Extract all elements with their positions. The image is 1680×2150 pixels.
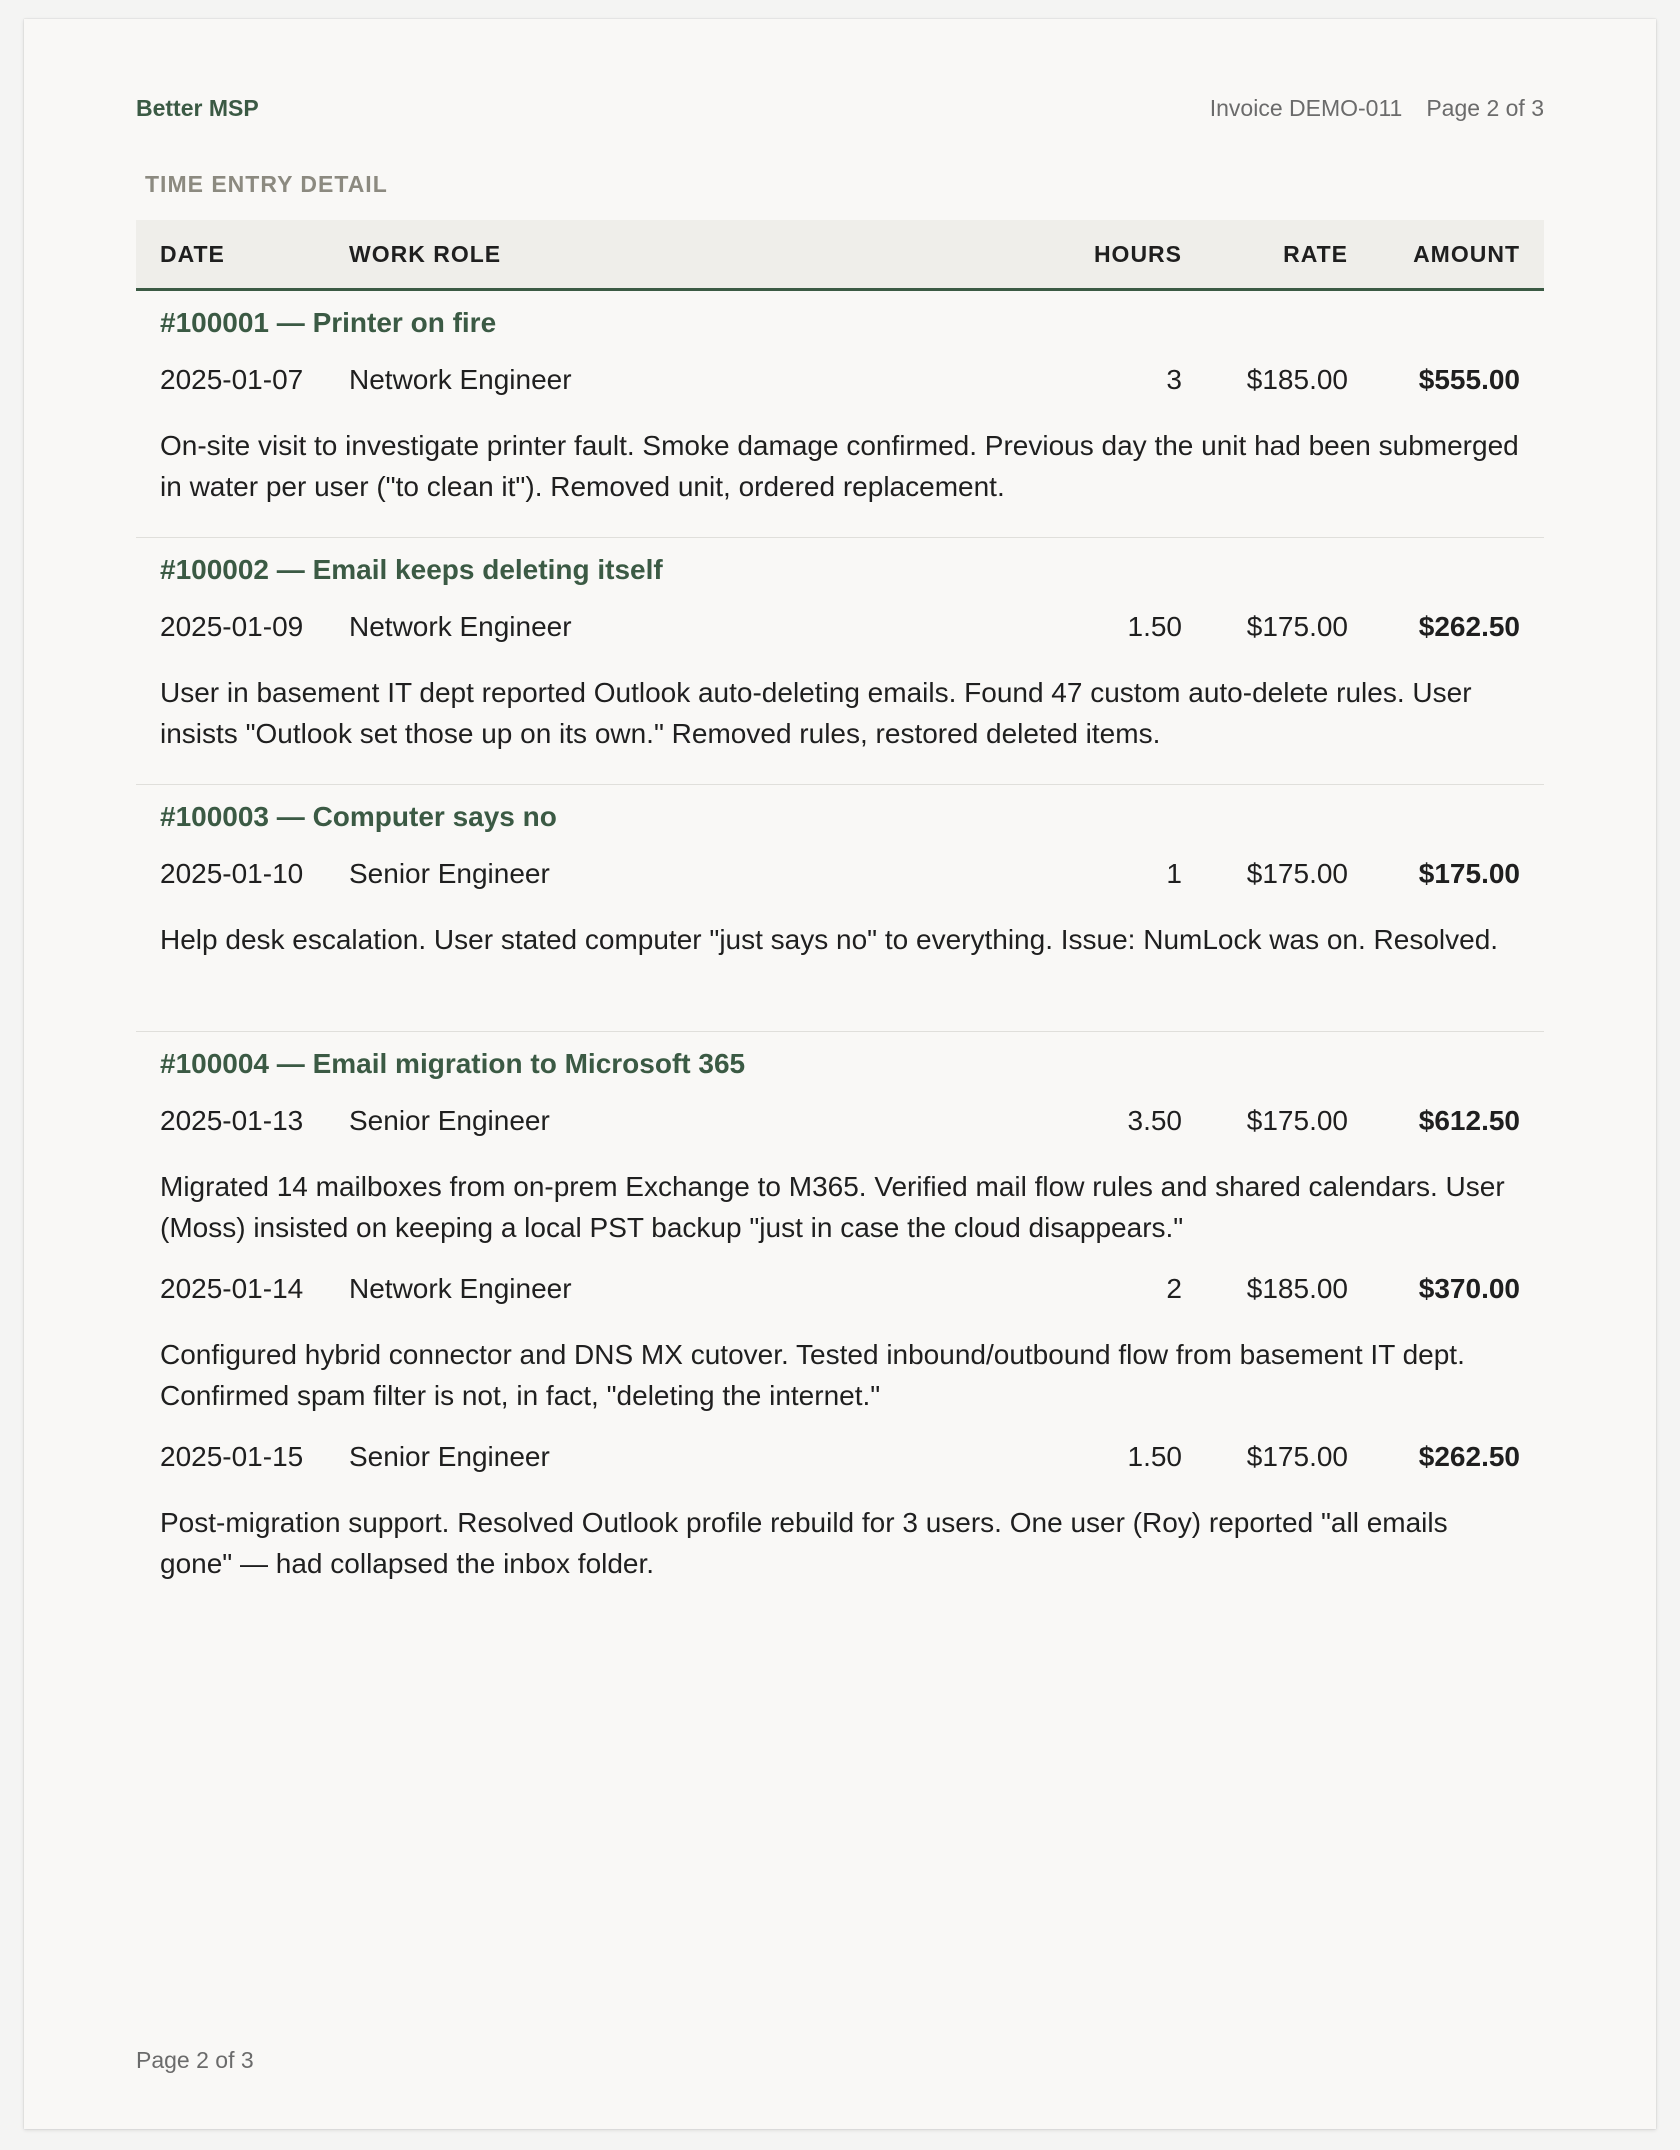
ticket-list [136,291,1544,1614]
table-header [136,220,1544,291]
entry-rate: $175.00 [1246,1441,1348,1472]
entry-date: 2025-01-14 [160,1273,304,1304]
entry-hours: 1.50 [1127,1441,1182,1472]
entry-note: Post-migration support. Resolved Outlook profile rebuild for 3 users. One user (Roy) reported "all emails gone" — had collapsed the inbox folder. [160,1507,1448,1579]
ticket-title: #100001 — Printer on fire [160,307,497,338]
entry-hours: 3.50 [1127,1105,1182,1136]
entry-work-role: Network Engineer [349,364,572,395]
entry-hours: 1 [1166,858,1182,889]
time-entry-table [136,220,1544,1614]
entry-rate: $175.00 [1246,1105,1348,1136]
invoice-number: Invoice DEMO-011 [1209,94,1403,121]
entry-note: Configured hybrid connector and DNS MX cutover. Tested inbound/outbound flow from basement IT dept. Confirmed spam filter is not, in fact, "deleting the internet." [160,1339,1465,1411]
entry-rate: $185.00 [1246,1273,1348,1304]
entry-amount: $262.50 [1418,611,1520,642]
table-row [136,1262,1544,1316]
entry-date: 2025-01-10 [160,858,304,889]
entry-date: 2025-01-07 [160,364,304,395]
entry-note: User in basement IT dept reported Outlook auto-deleting emails. Found 47 custom auto-delete rules. User insists "Outlook set those up on its own." Removed rules, restored deleted items. [160,677,1472,749]
ticket-group [136,1032,1544,1614]
entry-amount: $370.00 [1418,1273,1520,1304]
ticket-group [136,538,1544,785]
entry-work-role: Network Engineer [349,1273,572,1304]
entry-date: 2025-01-13 [160,1105,304,1136]
entry-work-role: Senior Engineer [349,1441,550,1472]
entry-rate: $175.00 [1246,611,1348,642]
ticket-group [136,291,1544,538]
section-title: TIME ENTRY DETAIL [145,171,388,197]
entry-hours: 2 [1166,1273,1182,1304]
column-header-rate: RATE [1283,240,1348,267]
ticket-title: #100002 — Email keeps deleting itself [160,554,663,585]
brand-name: Better MSP [136,94,259,121]
table-row [136,1430,1544,1484]
page-footer: Page 2 of 3 [136,2047,254,2073]
entry-note: On-site visit to investigate printer fault. Smoke damage confirmed. Previous day the unit had been submerged in water per user ("to clean it"). Removed unit, ordered replacement. [160,430,1519,502]
entry-work-role: Network Engineer [349,611,572,642]
entry-note: Help desk escalation. User stated computer "just says no" to everything. Issue: NumLock was on. Resolved. [160,924,1499,955]
ticket-group [136,785,1544,1032]
entry-rate: $175.00 [1246,858,1348,889]
table-row [136,600,1544,654]
page-indicator: Page 2 of 3 [1426,94,1544,121]
entry-hours: 3 [1166,364,1182,395]
entry-date: 2025-01-15 [160,1441,304,1472]
table-row [136,1094,1544,1148]
entry-amount: $612.50 [1418,1105,1520,1136]
ticket-title: #100003 — Computer says no [160,801,557,832]
entry-work-role: Senior Engineer [349,1105,550,1136]
entry-rate: $185.00 [1246,364,1348,395]
entry-work-role: Senior Engineer [349,858,550,889]
ticket-title: #100004 — Email migration to Microsoft 365 [160,1048,746,1079]
page-content [136,19,1544,2129]
entry-amount: $262.50 [1418,1441,1520,1472]
entry-hours: 1.50 [1127,611,1182,642]
column-header-role: WORK ROLE [349,240,502,267]
entry-amount: $555.00 [1418,364,1520,395]
entry-date: 2025-01-09 [160,611,304,642]
entry-note: Migrated 14 mailboxes from on-prem Exchange to M365. Verified mail flow rules and shared calendars. User (Moss) insisted on keeping a local PST backup "just in case the cloud disappears." [160,1171,1505,1243]
column-header-date: DATE [160,240,225,267]
column-header-amount: AMOUNT [1413,240,1520,267]
entry-amount: $175.00 [1418,858,1520,889]
invoice-page [24,19,1656,2129]
page-header [136,91,1544,125]
invoice-meta [1210,95,1544,122]
column-header-hours: HOURS [1093,240,1182,267]
table-row [136,847,1544,901]
table-row [136,353,1544,407]
